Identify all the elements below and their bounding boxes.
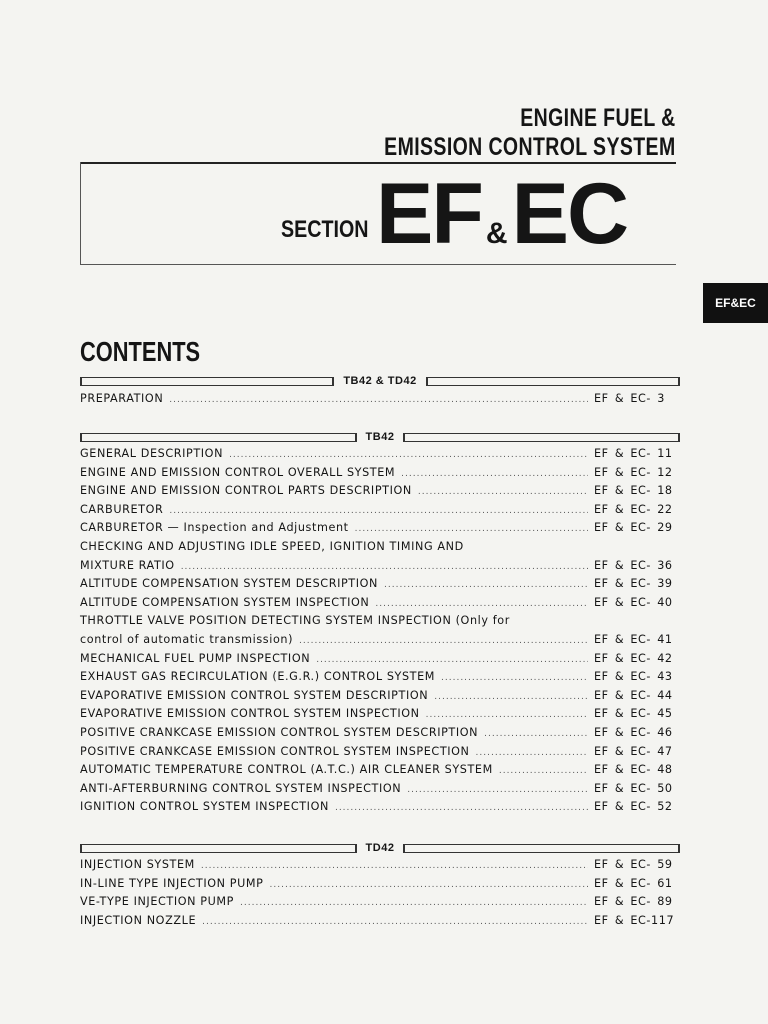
section-code-amp: & [485, 217, 508, 250]
toc-entry-title: CHECKING AND ADJUSTING IDLE SPEED, IGNITION TIMING AND [80, 539, 464, 553]
toc-entry[interactable] [80, 763, 680, 782]
toc-entry[interactable] [80, 800, 680, 819]
toc-leader-dots [407, 785, 588, 795]
group-bar-right [403, 433, 680, 442]
toc-entry-page: EF & EC- 89 [594, 895, 673, 909]
toc-entry-title: MECHANICAL FUEL PUMP INSPECTION [80, 651, 311, 665]
toc-entry-title: AUTOMATIC TEMPERATURE CONTROL (A.T.C.) AIR CLEANER SYSTEM [80, 763, 493, 777]
toc-entry[interactable] [80, 633, 680, 652]
toc-entry-title: THROTTLE VALVE POSITION DETECTING SYSTEM INSPECTION (Only for [80, 614, 510, 628]
toc-entry-title: ALTITUDE COMPENSATION SYSTEM DESCRIPTION [80, 577, 379, 591]
toc-entry[interactable] [80, 689, 680, 708]
group-header-tb42 [80, 430, 680, 444]
toc-entry-page: EF & EC- 22 [594, 502, 673, 516]
toc-entry[interactable] [80, 466, 680, 485]
toc-entry-title: IGNITION CONTROL SYSTEM INSPECTION [80, 800, 329, 814]
title-line-1: ENGINE FUEL & [520, 104, 676, 132]
toc-entry-page: EF & EC- 29 [594, 521, 673, 535]
toc-leader-dots [181, 562, 588, 572]
toc-entry-page: EF & EC- 47 [594, 744, 673, 758]
toc-leader-dots [270, 880, 588, 890]
toc-entry-page: EF & EC- 44 [594, 688, 673, 702]
toc-entry-title: EVAPORATIVE EMISSION CONTROL SYSTEM INSPECTION [80, 707, 420, 721]
toc-entry[interactable] [80, 540, 680, 559]
toc-entry-page: EF & EC- 52 [594, 800, 673, 814]
toc-entry-page: EF & EC- 12 [594, 465, 673, 479]
toc-entry-title: EVAPORATIVE EMISSION CONTROL SYSTEM DESCRIPTION [80, 688, 429, 702]
toc-leader-dots [169, 395, 588, 405]
toc-leader-dots [418, 487, 588, 497]
toc-entry[interactable] [80, 503, 680, 522]
toc-leader-dots [426, 710, 588, 720]
group-header-td42 [80, 841, 680, 855]
toc-entry[interactable] [80, 614, 680, 633]
toc-entry[interactable] [80, 877, 680, 896]
section-code [376, 166, 628, 279]
section-code-ec: EC [511, 166, 628, 262]
section-code-ef: EF [376, 166, 482, 262]
toc-entry[interactable] [80, 745, 680, 764]
toc-entry-title: MIXTURE RATIO [80, 558, 175, 572]
toc-entry[interactable] [80, 858, 680, 877]
toc-entry-page: EF & EC- 45 [594, 707, 673, 721]
toc-leader-dots [169, 506, 588, 516]
toc-entry-title: control of automatic transmission) [80, 632, 294, 646]
toc-entry[interactable] [80, 670, 680, 689]
toc-entry-page: EF & EC- 43 [594, 670, 673, 684]
toc-list-tb42 [80, 447, 680, 819]
toc-entry-page: EF & EC- 36 [594, 558, 673, 572]
toc-entry-page: EF & EC- 41 [594, 632, 673, 646]
toc-entry-title: CARBURETOR [80, 502, 164, 516]
toc-leader-dots [316, 655, 588, 665]
toc-entry-title: ALTITUDE COMPENSATION SYSTEM INSPECTION [80, 595, 370, 609]
toc-list-tb42-td42 [80, 392, 680, 411]
toc-entry-title: INJECTION NOZZLE [80, 913, 197, 927]
toc-leader-dots [201, 861, 588, 871]
toc-entry-page: EF & EC-117 [594, 913, 675, 927]
toc-entry[interactable] [80, 914, 680, 933]
toc-entry[interactable] [80, 484, 680, 503]
toc-entry[interactable] [80, 447, 680, 466]
toc-leader-dots [441, 673, 588, 683]
title-line-2: EMISSION CONTROL SYSTEM [384, 133, 676, 161]
toc-entry-page: EF & EC- 61 [594, 876, 673, 890]
toc-entry[interactable] [80, 707, 680, 726]
toc-leader-dots [384, 580, 588, 590]
group-bar-left [80, 377, 334, 386]
contents-heading: CONTENTS [80, 336, 201, 367]
toc-entry-title: IN-LINE TYPE INJECTION PUMP [80, 876, 264, 890]
toc-entry[interactable] [80, 392, 680, 411]
toc-entry-page: EF & EC- 39 [594, 577, 673, 591]
toc-leader-dots [335, 803, 588, 813]
toc-entry-title: VE-TYPE INJECTION PUMP [80, 895, 235, 909]
toc-entry-title: POSITIVE CRANKCASE EMISSION CONTROL SYSTEM INSPECTION [80, 744, 470, 758]
toc-entry[interactable] [80, 577, 680, 596]
toc-entry-page: EF & EC- 50 [594, 781, 673, 795]
toc-leader-dots [476, 748, 588, 758]
toc-leader-dots [299, 636, 588, 646]
toc-entry-page: EF & EC- 18 [594, 484, 673, 498]
toc-leader-dots [401, 469, 588, 479]
toc-entry-title: POSITIVE CRANKCASE EMISSION CONTROL SYSTEM DESCRIPTION [80, 725, 479, 739]
toc-leader-dots [499, 766, 588, 776]
toc-leader-dots [355, 524, 588, 534]
group-label: TB42 [365, 431, 395, 443]
toc-leader-dots [202, 917, 588, 927]
toc-entry-title: EXHAUST GAS RECIRCULATION (E.G.R.) CONTROL SYSTEM [80, 670, 436, 684]
toc-entry-page: EF & EC- 3 [594, 392, 665, 405]
toc-entry-title: CARBURETOR — Inspection and Adjustment [80, 521, 349, 535]
toc-leader-dots [375, 599, 588, 609]
group-bar-right [403, 844, 680, 853]
toc-entry[interactable] [80, 521, 680, 540]
toc-entry[interactable] [80, 726, 680, 745]
toc-entry-title: PREPARATION [80, 392, 164, 405]
group-label: TD42 [365, 842, 395, 854]
group-bar-right [426, 377, 680, 386]
group-bar-left [80, 844, 357, 853]
toc-entry-page: EF & EC- 48 [594, 763, 673, 777]
toc-entry[interactable] [80, 559, 680, 578]
toc-entry[interactable] [80, 652, 680, 671]
toc-entry-page: EF & EC- 11 [594, 447, 673, 460]
toc-entry-title: GENERAL DESCRIPTION [80, 447, 224, 460]
toc-entry-page: EF & EC- 40 [594, 595, 673, 609]
toc-entry[interactable] [80, 782, 680, 801]
group-label: TB42 & TD42 [343, 375, 417, 387]
toc-entry-page: EF & EC- 42 [594, 651, 673, 665]
toc-leader-dots [229, 450, 588, 460]
toc-entry-page: EF & EC- 59 [594, 858, 673, 871]
toc-entry-title: INJECTION SYSTEM [80, 858, 195, 871]
toc-entry-title: ENGINE AND EMISSION CONTROL OVERALL SYSTEM [80, 465, 396, 479]
group-bar-left [80, 433, 357, 442]
toc-leader-dots [240, 898, 588, 908]
section-index-tab[interactable]: EF&EC [703, 283, 768, 323]
toc-list-td42 [80, 858, 680, 932]
toc-entry-title: ENGINE AND EMISSION CONTROL PARTS DESCRIPTION [80, 484, 412, 498]
document-title [385, 104, 676, 162]
toc-leader-dots [434, 692, 588, 702]
group-header-tb42-td42 [80, 374, 680, 388]
toc-entry[interactable] [80, 596, 680, 615]
toc-entry-page: EF & EC- 46 [594, 725, 673, 739]
toc-leader-dots [484, 729, 588, 739]
toc-entry[interactable] [80, 895, 680, 914]
section-word: SECTION [281, 216, 369, 243]
toc-entry-title: ANTI-AFTERBURNING CONTROL SYSTEM INSPECTION [80, 781, 402, 795]
